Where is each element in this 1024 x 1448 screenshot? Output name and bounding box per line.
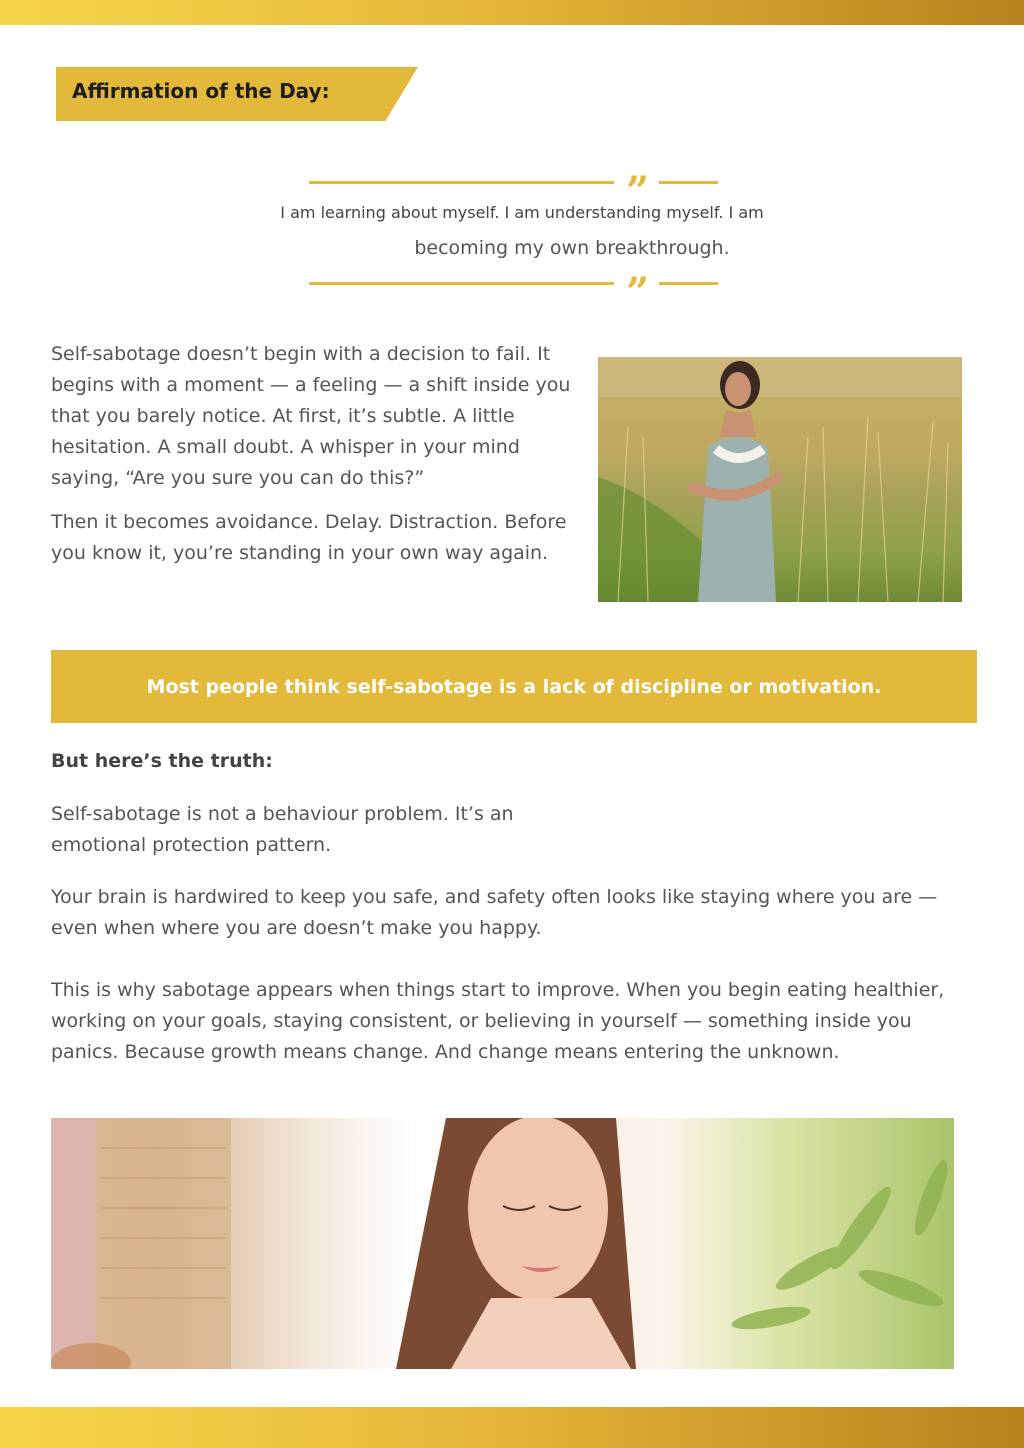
truth-heading: But here’s the truth: [51, 750, 273, 772]
quote-bottom-line-left [309, 282, 614, 285]
quote-top-line-right [659, 181, 718, 184]
affirmation-quote-line1: I am learning about myself. I am understanding myself. I am [280, 203, 764, 222]
intro-paragraph-2: Then it becomes avoidance. Delay. Distraction. Before you know it, you’re standing in your own way again. [51, 511, 567, 564]
intro-paragraph-1: Self-sabotage doesn’t begin with a decision to fail. It begins with a moment — a feeling — a shift inside you that you barely notice. At first, it’s subtle. A little hesitation. A small doubt. A whisper in your mind saying, “Are you sure you can do this?” [51, 343, 571, 489]
callout-banner [51, 650, 977, 723]
top-gold-bar [0, 0, 1024, 25]
quote-mark-bottom-icon: ” [626, 269, 650, 316]
affirmation-quote-line2: becoming my own breakthrough. [414, 237, 730, 259]
intro-text [51, 339, 591, 582]
woman-portrait-illustration [51, 1118, 954, 1369]
woman-eyes-closed-photo [51, 1118, 954, 1369]
quote-mark-top-icon: ” [626, 168, 650, 215]
truth-paragraph-3: This is why sabotage appears when things start to improve. When you begin eating healthier, working on your goals, staying consistent, or believing in yourself — something inside you panics. Because growth means change. And change means entering the unknown. [51, 979, 945, 1063]
affirmation-title: Affirmation of the Day: [72, 79, 330, 103]
quote-bottom-line-right [659, 282, 718, 285]
meadow-illustration [598, 357, 962, 602]
truth-paragraph-1: Self-sabotage is not a behaviour problem. It’s an emotional protection pattern. [51, 803, 514, 856]
woman-in-meadow-photo [598, 357, 962, 602]
bottom-gold-bar [0, 1407, 1024, 1448]
truth-paragraph-2: Your brain is hardwired to keep you safe, and safety often looks like staying where you are — even when where you are doesn’t make you happy. [51, 886, 938, 939]
callout-text: Most people think self-sabotage is a lack of discipline or motivation. [146, 675, 882, 698]
quote-top-line-left [309, 181, 614, 184]
